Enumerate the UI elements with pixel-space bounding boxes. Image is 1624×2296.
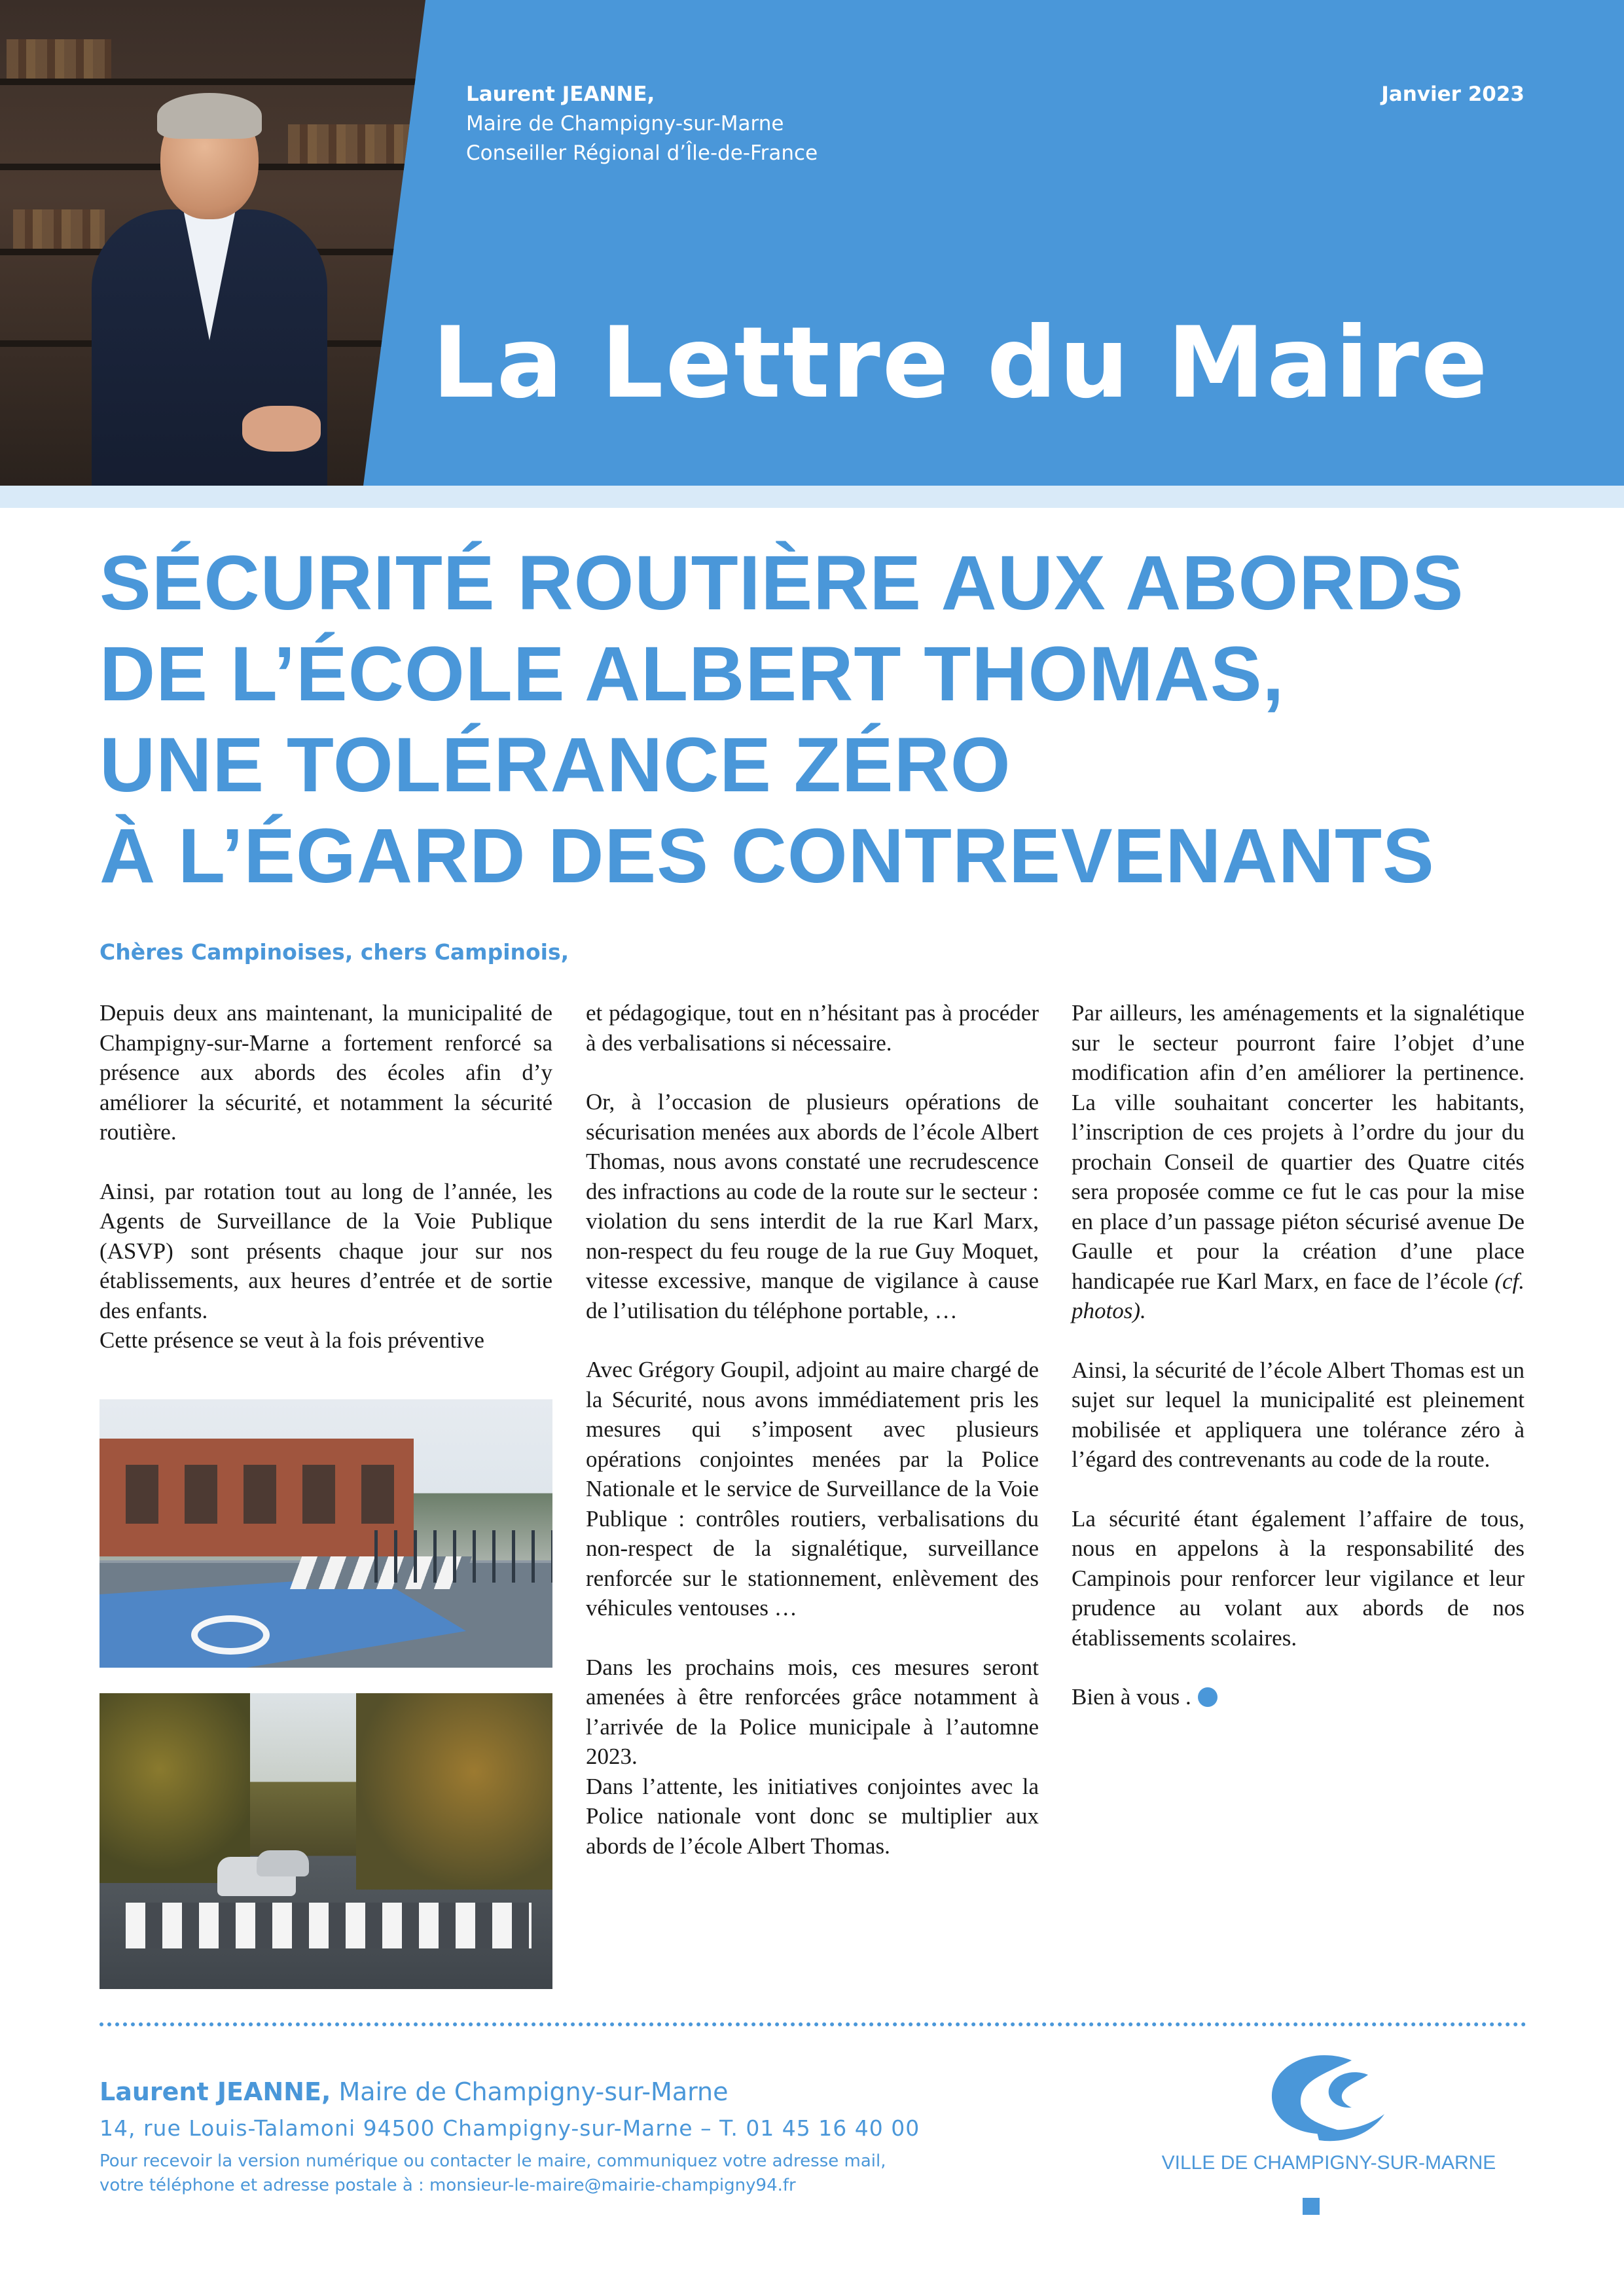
author-name: Laurent JEANNE,: [466, 82, 655, 106]
trees: [99, 1693, 250, 1883]
bookshelf-books: [7, 39, 111, 79]
pedestrian-crossing: [126, 1903, 532, 1948]
headline-line: DE L’ÉCOLE ALBERT THOMAS,: [99, 631, 1285, 717]
fence: [374, 1530, 552, 1583]
school-accessible-parking-photo: [99, 1399, 552, 1668]
footer-contact-info: [99, 2149, 886, 2198]
blue-dot-icon: [1198, 1687, 1218, 1707]
paragraph: Ainsi, par rotation tout au long de l’année, les Agents de Surveillance de la Voie Publique (ASVP) sont présents chaque jour sur nos établissements, aux heures d’entrée et de sortie des enfants.: [99, 1178, 552, 1323]
footer-info-line: votre téléphone et adresse postale à : monsieur-le-maire@mairie-champigny94.fr: [99, 2176, 796, 2195]
closing-text: Bien à vous .: [1072, 1684, 1191, 1710]
footer-name: Laurent JEANNE,: [99, 2077, 331, 2106]
paragraph: Or, à l’occasion de plusieurs opérations de sécurisation menées aux abords de l’école Albert Thomas, nous avons constaté une recrudescence des infractions au code de la route sur le secteur : violation du sens interdit de la rue Karl Marx, non-respect du feu rouge de la rue Guy Moquet, vitesse excessive, manque de vigilance à cause de l’utilisation du téléphone portable, …: [586, 1089, 1039, 1323]
logo-square: [1303, 2198, 1320, 2215]
sign-off: [1072, 1682, 1525, 1712]
paragraph: Dans les prochains mois, ces mesures seront amenées à être renforcées grâce notamment à l’arrivée de la Police municipale à l’automne 2023.: [586, 1654, 1039, 1769]
mayor-portrait-photo: [0, 0, 425, 486]
school-building: [99, 1439, 414, 1556]
greeting: Chères Campinoises, chers Campinois,: [99, 939, 569, 965]
issue-date: Janvier 2023: [1381, 82, 1525, 106]
footer-address: 14, rue Louis-Talamoni 94500 Champigny-sur-Marne – T. 01 45 16 40 00: [99, 2115, 920, 2141]
paragraph: [1072, 998, 1525, 1326]
car: [257, 1850, 309, 1876]
footer-role: Maire de Champigny-sur-Marne: [331, 2077, 729, 2106]
champigny-logo-icon: [1254, 2049, 1404, 2147]
hand: [242, 406, 321, 452]
paragraph: Dans l’attente, les initiatives conjointes avec la Police nationale vont donc se multiplier aux abords de l’école Albert Thomas.: [586, 1773, 1039, 1859]
window: [361, 1465, 394, 1524]
hair: [157, 93, 262, 139]
paragraph: La sécurité étant également l’affaire de tous, nous en appelons à la responsabilité des Campinois pour renforcer leur vigilance et leur prudence au volant aux abords de nos établissements scolaires.: [1072, 1505, 1525, 1651]
trees: [356, 1693, 552, 1890]
footer-signature: [99, 2076, 729, 2108]
headline-line: SÉCURITÉ ROUTIÈRE AUX ABORDS: [99, 540, 1464, 626]
author-role: Maire de Champigny-sur-Marne: [466, 112, 784, 135]
paragraph: et pédagogique, tout en n’hésitant pas à procéder à des verbalisations si nécessaire.: [586, 1000, 1039, 1056]
paragraph: Depuis deux ans maintenant, la municipalité de Champigny-sur-Marne a fortement renforcé sa présence aux abords des écoles afin d’y améliorer la sécurité, et notamment la sécurité routière.: [99, 1000, 552, 1145]
author-block: [466, 80, 818, 168]
text-column-1: [99, 998, 552, 1385]
window: [185, 1465, 217, 1524]
headline-line: À L’ÉGARD DES CONTREVENANTS: [99, 813, 1435, 899]
paragraph: Avec Grégory Goupil, adjoint au maire chargé de la Sécurité, nous avons immédiatement pris les mesures qui s’imposent avec plusieurs opérations conjointes menées par la Police Nationale et le service de Surveillance de la Voie Publique : contrôles routiers, verbalisations du non-respect de la signalétique, surveillance renforcée sur le stationnement, enlèvement des véhicules ventouses …: [586, 1357, 1039, 1621]
header-stripe: [0, 486, 1624, 508]
wheelchair-icon: [191, 1615, 270, 1655]
footer-info-line: Pour recevoir la version numérique ou contacter le maire, communiquez votre adresse mail,: [99, 2151, 886, 2171]
city-name: VILLE DE CHAMPIGNY-SUR-MARNE: [1161, 2152, 1496, 2174]
window: [126, 1465, 158, 1524]
shelf: [0, 79, 425, 85]
photo-reference: (cf. photos).: [1072, 1268, 1525, 1323]
headline: [99, 538, 1540, 902]
city-logo: [1152, 2049, 1506, 2245]
text-column-2: [586, 998, 1039, 1890]
window: [302, 1465, 335, 1524]
paragraph: Ainsi, la sécurité de l’école Albert Thomas est un sujet sur lequel la municipalité est pleinement mobilisée et appliquera une tolérance zéro à l’égard des contrevenants au code de la route.: [1072, 1357, 1525, 1472]
author-role: Conseiller Régional d’Île-de-France: [466, 141, 818, 165]
mayor-figure: [79, 98, 340, 486]
masthead-title: La Lettre du Maire: [432, 306, 1490, 420]
headline-line: UNE TOLÉRANCE ZÉRO: [99, 722, 1011, 808]
paragraph: Cette présence se veut à la fois préventive: [99, 1327, 484, 1353]
footer-divider: [99, 2022, 1526, 2026]
secured-crosswalk-photo: [99, 1693, 552, 1989]
text-column-3: [1072, 998, 1525, 1742]
window: [244, 1465, 276, 1524]
paragraph-text: Par ailleurs, les aménagements et la signalétique sur le secteur pourront faire l’objet d’une modification afin d’en améliorer la pertinence. La ville souhaitant concerter les habitants, l’inscription de ces projets à l’ordre du jour du prochain Conseil de quartier des Quatre cités sera proposée comme ce fut le cas pour la mise en place d’un passage piéton sécurisé avenue De Gaulle et pour la création d’une place handicapée rue Karl Marx, en face de l’école: [1072, 1000, 1525, 1294]
